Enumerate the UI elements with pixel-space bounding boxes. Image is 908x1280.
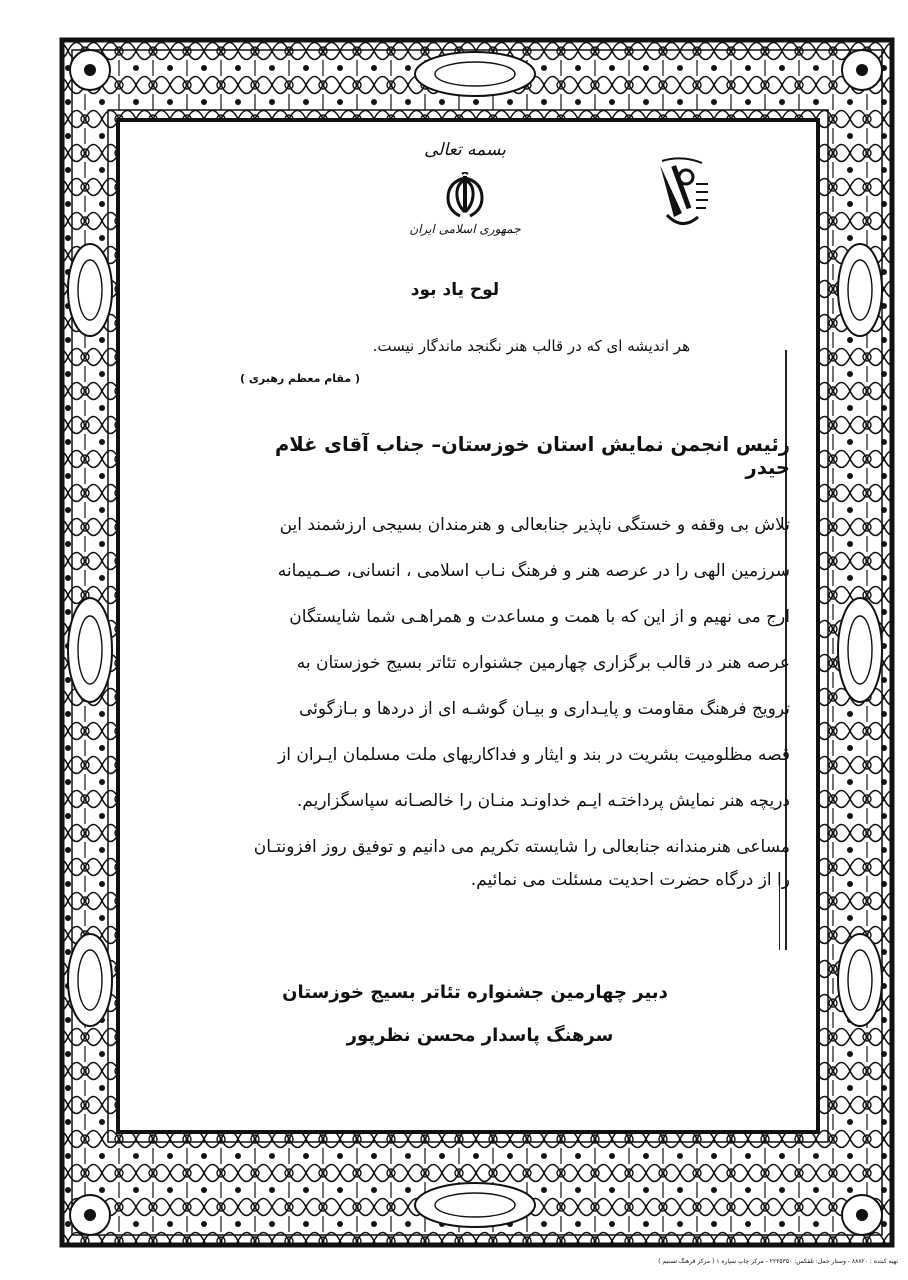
margin-rule-short bbox=[779, 880, 780, 950]
body-line: سرزمین الهی را در عرصه هنر و فرهنگ نـاب اسلامی ، انسانی، صـمیمانه bbox=[277, 561, 790, 581]
body-line: عرصه هنر در قالب برگزاری چهارمین جشنواره تئاتر بسیج خوزستان به bbox=[296, 653, 790, 673]
quote-text: هر اندیشه ای که در قالب هنر نگنجد ماندگار نیست. bbox=[372, 337, 690, 355]
signer-title: دبیر چهارمین جشنواره تئاتر بسیج خوزستان bbox=[282, 982, 668, 1003]
emblem-caption: جمهوری اسلامی ایران bbox=[409, 222, 521, 236]
body-line: ترویج فرهنگ مقاومت و پایـداری و بیـان گوشـه ای از دردها و بـازگوئی bbox=[298, 699, 790, 719]
body-paragraph bbox=[145, 502, 790, 870]
iran-emblem-icon bbox=[440, 172, 490, 222]
print-info-footer: تهیه کننده : ۸۸۸۲۰ - وستار حمل: تلفکس: ۲۲۳۵۳۵۰ - مرکز چاپ سپاره ۱ ( مرکز فرهنگ تسنیم ) bbox=[658, 1258, 898, 1265]
document-title: لوح یاد بود bbox=[410, 280, 500, 300]
basmala-heading: بسمه تعالی bbox=[424, 140, 506, 160]
recipient-line: رئیس انجمن نمایش استان خوزستان– جناب آقای غلام حیدر bbox=[274, 433, 790, 479]
quote-author: ( مقام معظم رهبری ) bbox=[239, 372, 361, 385]
body-line: دریچه هنر نمایش پرداختـه ایـم خداونـد منـان را خالصـانه سپاسگزاریم. bbox=[296, 791, 790, 811]
closing-line: را از درگاه حضرت احدیت مسئلت می نمائیم. bbox=[470, 870, 790, 890]
sepah-logo-icon bbox=[652, 155, 712, 235]
body-line: مساعی هنرمندانه جنابعالی را شایسته تکریم می دانیم و توفیق روز افزونتـان bbox=[253, 837, 790, 857]
body-line: قصه مظلومیت بشریت در بند و ایثار و فداکاریهای ملت مسلمان ایـران از bbox=[278, 745, 790, 765]
signer-name: سرهنگ پاسدار محسن نظرپور bbox=[346, 1025, 614, 1046]
body-line: تلاش بی وقفه و خستگی ناپذیر جنابعالی و هنرمندان بسیجی ارزشمند این bbox=[279, 515, 790, 535]
body-line: ارج می نهیم و از این که با همت و مساعدت و همراهـی شما شایستگان bbox=[289, 607, 790, 627]
